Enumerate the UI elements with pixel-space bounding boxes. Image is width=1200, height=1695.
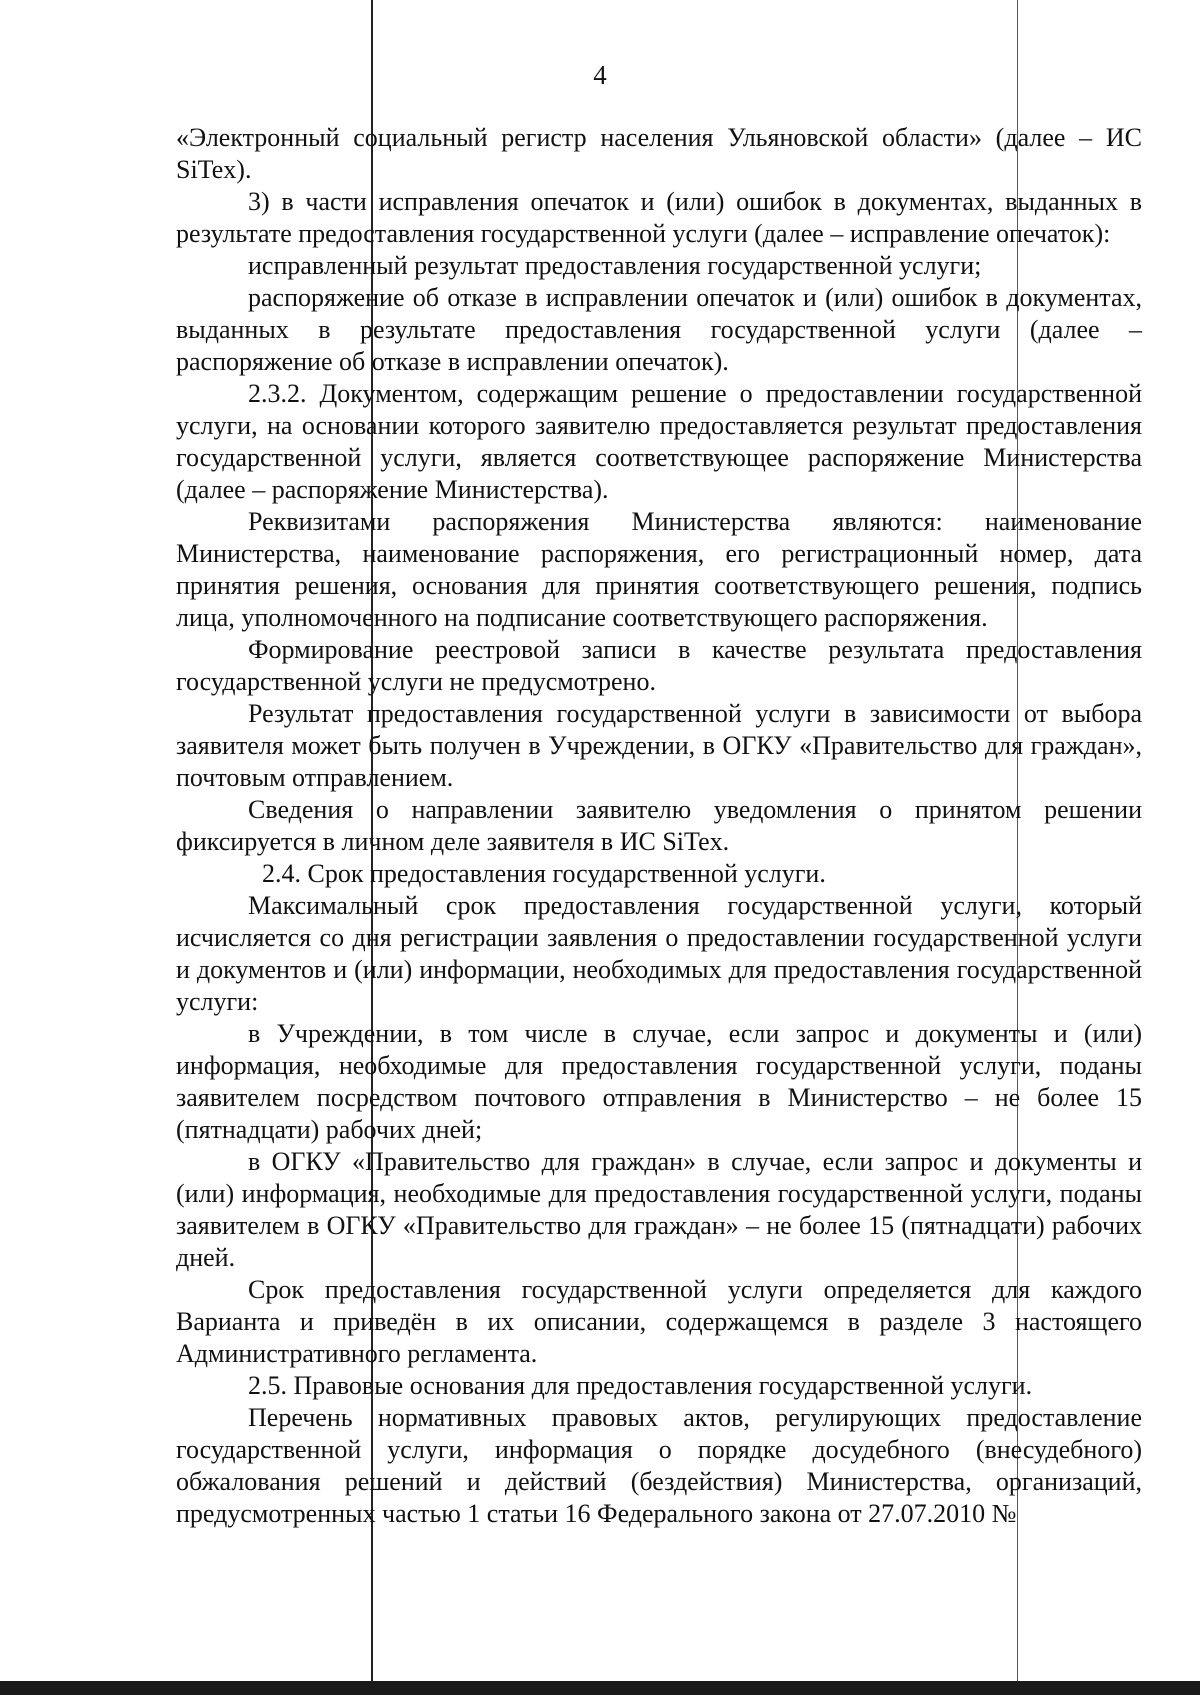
paragraph: Сведения о направлении заявителю уведомления о принятом решении фиксируется в личном деле заявителя в ИС SiTex. [176, 795, 1142, 856]
paragraph: 2.3.2. Документом, содержащим решение о предоставлении государственной услуги, на основании которого заявителю предоставляется результат предоставления государственной услуги, является соответствующее распоряжение Министерства (далее – распоряжение Министерства). [176, 379, 1142, 504]
scan-bottom-edge [0, 1681, 1200, 1695]
section-heading: 2.5. Правовые основания для предоставления государственной услуги. [248, 1371, 1033, 1400]
paragraph: Максимальный срок предоставления государственной услуги, который исчисляется со дня регистрации заявления о предоставлении государственной услуги и документов и (или) информации, необходимых для предоставления государственной услуги: [176, 891, 1142, 1016]
document-body [176, 122, 1142, 1530]
section-heading: 2.4. Срок предоставления государственной услуги. [262, 859, 826, 888]
paragraph: «Электронный социальный регистр населения Ульяновской области» (далее – ИС SiTex). [176, 123, 1142, 184]
paragraph: Реквизитами распоряжения Министерства являются: наименование Министерства, наименование распоряжения, его регистрационный номер, дата принятия решения, основания для принятия соответствующего решения, подпись лица, уполномоченного на подписание соответствующего распоряжения. [176, 507, 1142, 632]
paragraph: в ОГКУ «Правительство для граждан» в случае, если запрос и документы и (или) информация, необходимые для предоставления государственной услуги, поданы заявителем в ОГКУ «Правительство для граждан» – не более 15 (пятнадцати) рабочих дней. [176, 1147, 1142, 1272]
paragraph: 3) в части исправления опечаток и (или) ошибок в документах, выданных в результате предоставления государственной услуги (далее – исправление опечаток): [176, 187, 1142, 248]
paragraph: Результат предоставления государственной услуги в зависимости от выбора заявителя может быть получен в Учреждении, в ОГКУ «Правительство для граждан», почтовым отправлением. [176, 699, 1142, 792]
paragraph: Перечень нормативных правовых актов, регулирующих предоставление государственной услуги, информация о порядке досудебного (внесудебного) обжалования решений и действий (бездействия) Министерства, организаций, предусмотренных частью 1 статьи 16 Федерального закона от 27.07.2010 № [176, 1403, 1142, 1528]
paragraph: Срок предоставления государственной услуги определяется для каждого Варианта и приведён в их описании, содержащемся в разделе 3 настоящего Административного регламента. [176, 1275, 1142, 1368]
paragraph: в Учреждении, в том числе в случае, если запрос и документы и (или) информация, необходимые для предоставления государственной услуги, поданы заявителем посредством почтового отправления в Министерство – не более 15 (пятнадцати) рабочих дней; [176, 1019, 1142, 1144]
paragraph: Формирование реестровой записи в качестве результата предоставления государственной услуги не предусмотрено. [176, 635, 1142, 696]
paragraph: распоряжение об отказе в исправлении опечаток и (или) ошибок в документах, выданных в результате предоставления государственной услуги (далее – распоряжение об отказе в исправлении опечаток). [176, 283, 1142, 376]
page-number: 4 [593, 60, 607, 90]
paragraph: исправленный результат предоставления государственной услуги; [248, 251, 982, 280]
